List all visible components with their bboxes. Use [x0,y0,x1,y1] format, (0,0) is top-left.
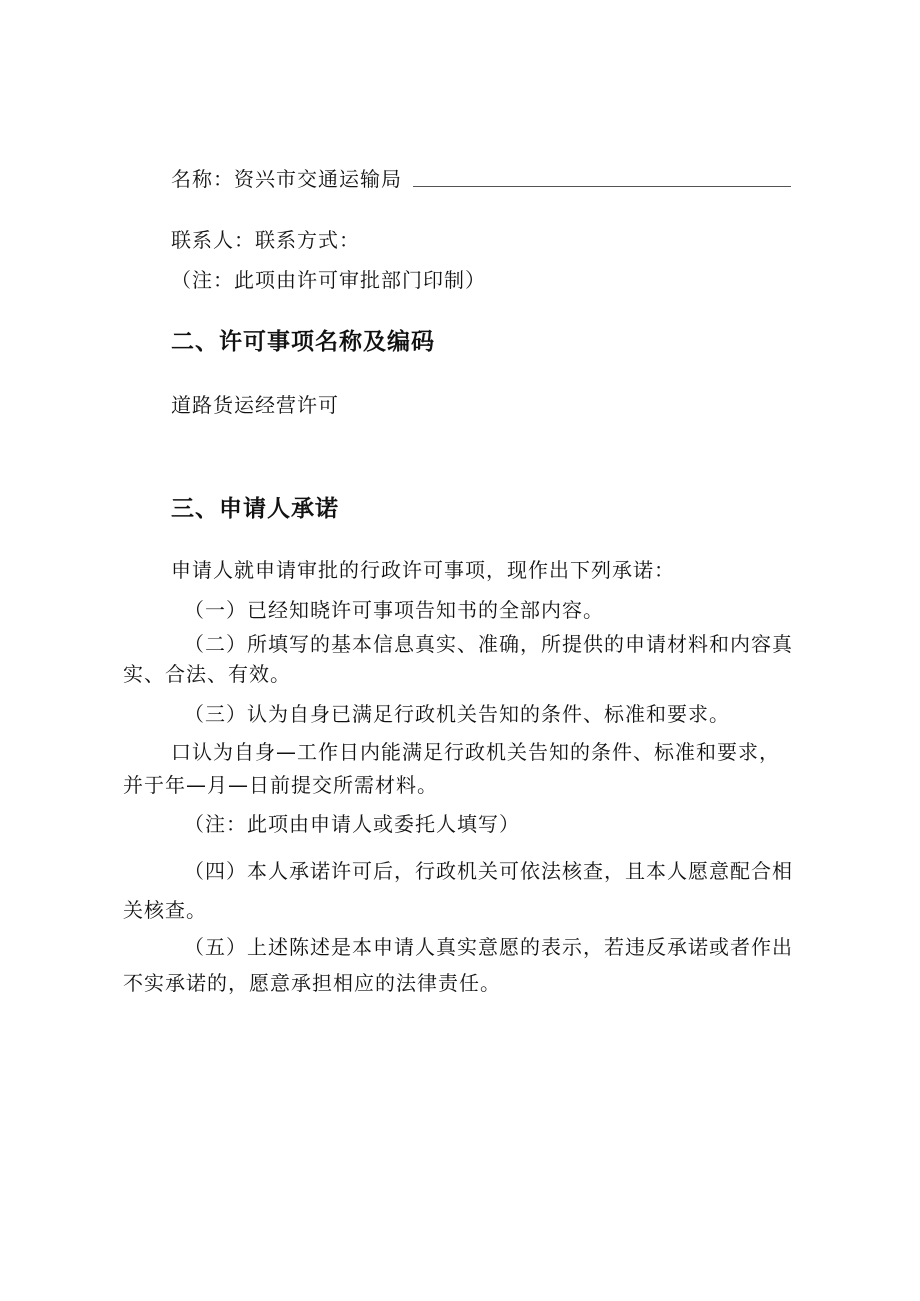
commitment-1: （一）已经知晓许可事项告知书的全部内容。 [184,598,604,622]
issuer-note: （注：此项由许可审批部门印制） [171,268,486,292]
issuer-name-line: 名称：资兴市交通运输局 [171,167,402,191]
commitment-4-line1: （四）本人承诺许可后，行政机关可依法核查，且本人愿意配合相 [184,859,793,883]
name-fill-underline [413,186,791,187]
applicant-note: （注：此项由申请人或委托人填写） [184,812,520,836]
section3-intro: 申请人就申请审批的行政许可事项，现作出下列承诺： [171,558,675,582]
commitment-3-alt-line1: 口认为自身—工作日内能满足行政机关告知的条件、标准和要求， [171,740,780,764]
commitment-4-line2: 关核查。 [123,898,207,922]
section2-item: 道路货运经营许可 [171,393,339,417]
commitment-2-line2: 实、合法、有效。 [123,662,291,686]
commitment-3-alt-line2: 并于年—月—日前提交所需材料。 [123,773,438,797]
commitment-5-line2: 不实承诺的，愿意承担相应的法律责任。 [123,971,501,995]
section2-heading: 二、许可事项名称及编码 [171,329,435,355]
section3-heading: 三、申请人承诺 [171,496,339,522]
issuer-contact-line: 联系人：联系方式： [171,228,360,252]
commitment-2-line1: （二）所填写的基本信息真实、准确，所提供的申请材料和内容真 [184,632,793,656]
commitment-3: （三）认为自身已满足行政机关告知的条件、标准和要求。 [184,702,730,726]
commitment-5-line1: （五）上述陈述是本申请人真实意愿的表示，若违反承诺或者作出 [184,935,793,959]
